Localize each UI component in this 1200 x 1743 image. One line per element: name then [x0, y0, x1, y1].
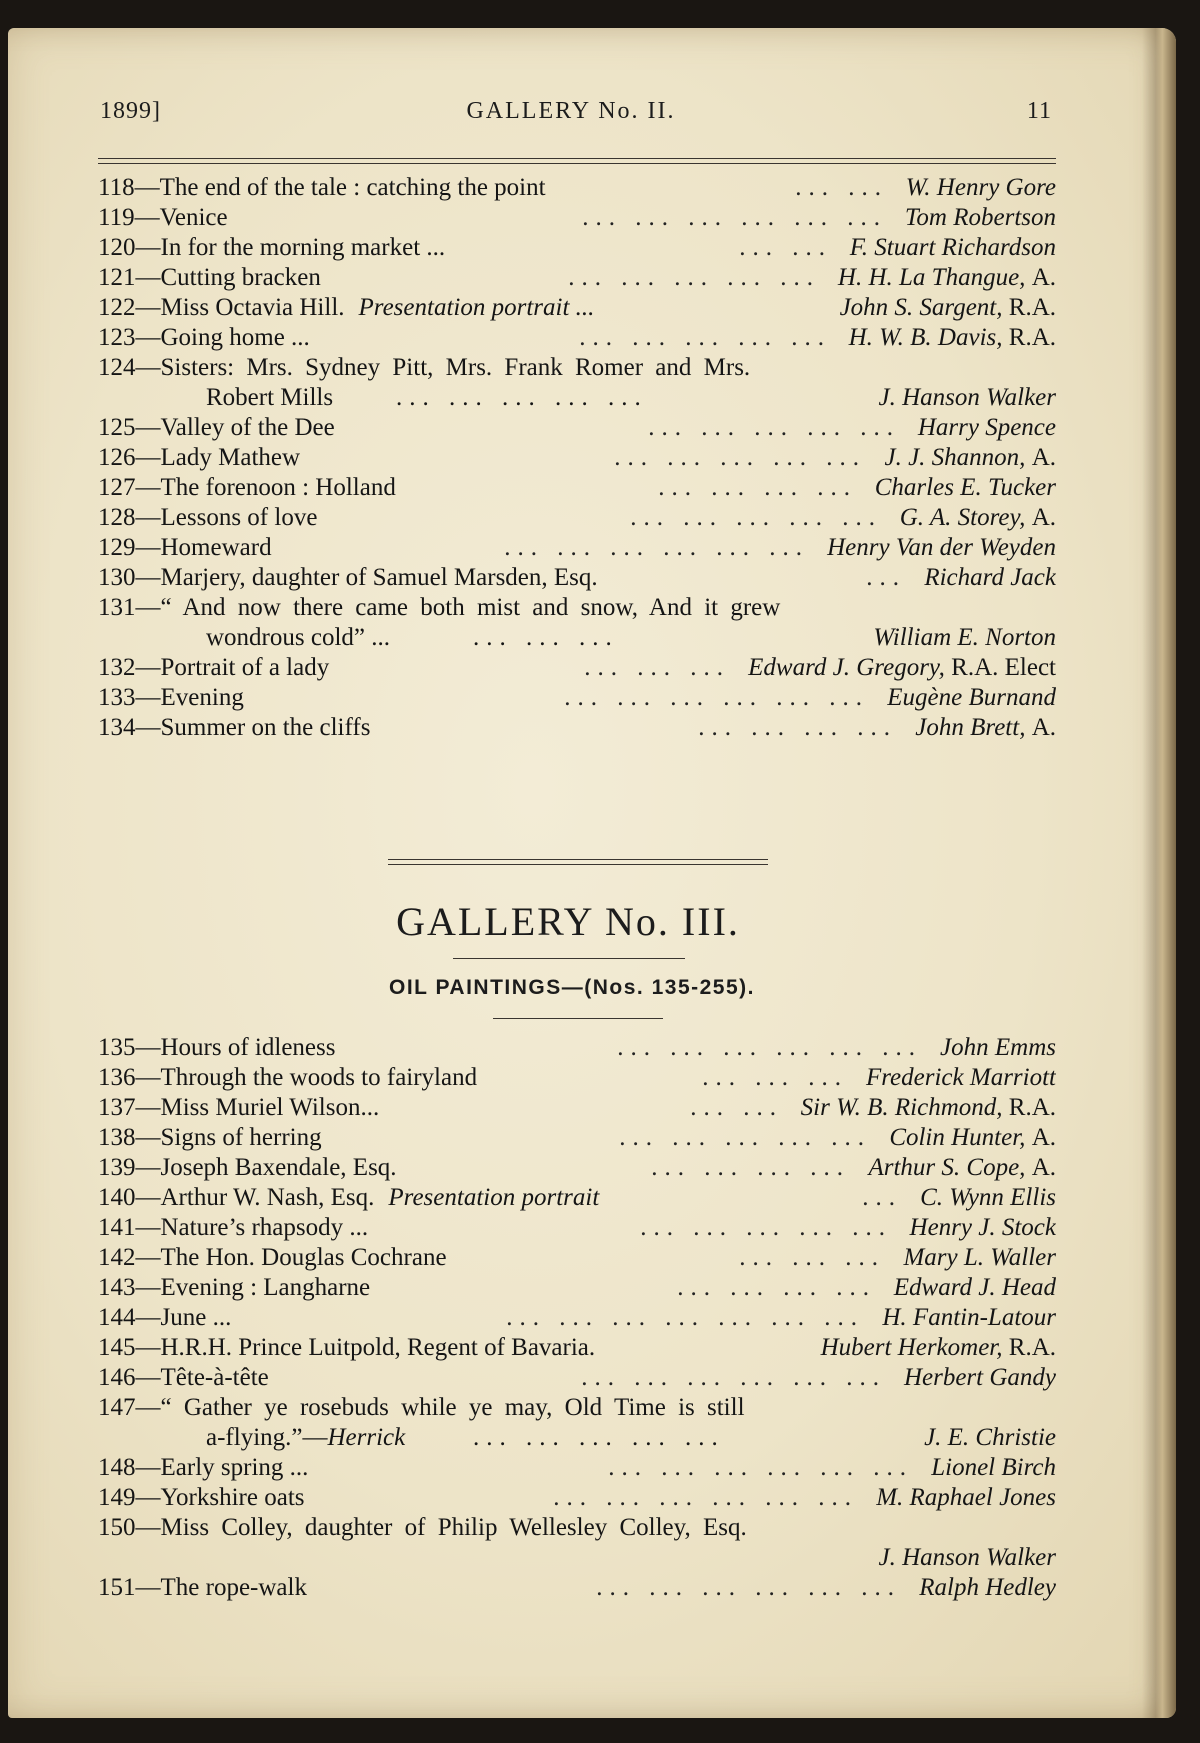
- catalogue-entry-145: [98, 1333, 1056, 1363]
- catalogue-entry-132: [98, 653, 1056, 683]
- entry-number: 135: [98, 1034, 136, 1061]
- artist-name: Frederick Marriott: [865, 1064, 1056, 1091]
- entry-title: 127—The forenoon : Holland: [98, 474, 396, 501]
- leader-dots: ... ... ... ... ...: [630, 504, 882, 531]
- catalogue-entry-129: [98, 533, 1056, 563]
- catalogue-entry-122: [98, 293, 1056, 323]
- catalogue-entry-142: [98, 1243, 1056, 1273]
- catalogue-entry-120: [98, 233, 1056, 263]
- artist-title: A.: [1031, 1154, 1056, 1181]
- entry-title-text: Summer on the cliffs: [160, 714, 371, 741]
- artist-name: Edward J. Gregory,: [748, 654, 945, 681]
- entry-title-text: The rope-walk: [160, 1574, 307, 1601]
- entry-artist: [817, 533, 1056, 563]
- leader-dots: ... ... ... ... ...: [614, 444, 866, 471]
- catalogue-entry-126: [98, 443, 1056, 473]
- entry-title-text: Homeward: [160, 534, 272, 561]
- catalogue-entry-138: [98, 1123, 1056, 1153]
- artist-name: H. W. B. Davis,: [848, 324, 1003, 351]
- entry-131-line-1: 131—“ And now there came both mist and snow, And it grew: [98, 594, 781, 621]
- entry-title: 118—The end of the tale : catching the point: [98, 174, 546, 201]
- entry-artist: [910, 1183, 1056, 1213]
- entry-artist: [884, 1273, 1056, 1303]
- entry-title: 143—Evening : Langharne: [98, 1274, 371, 1301]
- artist-name: Herbert Gandy: [903, 1364, 1056, 1391]
- header-title: GALLERY No. II.: [466, 98, 676, 124]
- entry-title: 126—Lady Mathew: [98, 444, 301, 471]
- entry-number: 130: [98, 564, 136, 591]
- artist-title: A.: [1031, 264, 1056, 291]
- entry-150-line-2: [98, 1543, 1056, 1573]
- artist-name: John Emms: [940, 1034, 1056, 1061]
- entry-title-text: Cutting bracken: [160, 264, 321, 291]
- entry-124-line-2: Robert Mills ... ... ... ... ... J. Hanson Walker: [206, 384, 1056, 411]
- artist-title: R.A. Elect: [951, 654, 1056, 681]
- entry-artist: [890, 503, 1056, 533]
- artist-name: Richard Jack: [924, 564, 1056, 591]
- entry-124-artist: J. Hanson Walker: [878, 384, 1056, 411]
- entry-artist: [830, 293, 1056, 323]
- catalogue-entry-148: [98, 1453, 1056, 1483]
- entry-number: 132: [98, 654, 136, 681]
- catalogue-entry-133: [98, 683, 1056, 713]
- catalogue-entry-149: [98, 1483, 1056, 1513]
- entry-title-text: Evening : Langharne: [160, 1274, 371, 1301]
- entry-artist: [894, 1363, 1056, 1393]
- entry-artist: [921, 1453, 1056, 1483]
- entry-title-text: In for the morning market ...: [160, 234, 446, 261]
- entry-number: 146: [98, 1364, 136, 1391]
- entry-artist: [840, 233, 1056, 263]
- entry-147-line-2: a-flying.”—Herrick ... ... ... ... ... J. E. Christie: [206, 1424, 1056, 1451]
- entry-title: 125—Valley of the Dee: [98, 414, 335, 441]
- catalogue-entry-143: [98, 1273, 1056, 1303]
- entry-title: 146—Tête-à-tête: [98, 1364, 269, 1391]
- leader-dots: ... ... ... ... ...: [619, 1124, 871, 1151]
- catalogue-entry-139: [98, 1153, 1056, 1183]
- entry-131-line-2: wondrous cold” ... ... ... ... William E. Norton: [206, 624, 1056, 651]
- artist-name: Harry Spence: [917, 414, 1056, 441]
- artist-name: Sir W. B. Richmond,: [800, 1094, 1003, 1121]
- entry-title-text: Miss Muriel Wilson...: [160, 1094, 380, 1121]
- artist-name: H. H. La Thangue,: [837, 264, 1026, 291]
- entry-number: 140: [98, 1184, 136, 1211]
- leader-dots: ... ...: [739, 234, 832, 261]
- entry-title: 141—Nature’s rhapsody ...: [98, 1214, 369, 1241]
- catalogue-entry-125: [98, 413, 1056, 443]
- entry-artist: [877, 683, 1056, 713]
- entry-title-text: Signs of herring: [160, 1124, 322, 1151]
- entry-artist: [828, 263, 1056, 293]
- artist-title: R.A.: [1008, 294, 1056, 321]
- leader-dots: ... ... ... ...: [698, 714, 897, 741]
- entry-150-line-1: 150—Miss Colley, daughter of Philip Wellesley Colley, Esq.: [98, 1514, 747, 1541]
- entry-artist: [893, 1243, 1056, 1273]
- entry-title-text: Tête-à-tête: [160, 1364, 269, 1391]
- entry-title: 138—Signs of herring: [98, 1124, 322, 1151]
- entry-title: 148—Early spring ...: [98, 1454, 309, 1481]
- entry-number: 137: [98, 1094, 136, 1121]
- catalogue-entry-118: [98, 173, 1056, 203]
- artist-name: Lionel Birch: [931, 1454, 1056, 1481]
- entry-artist: [839, 323, 1056, 353]
- entry-number: 139: [98, 1154, 136, 1181]
- entry-title-text: Yorkshire oats: [160, 1484, 305, 1511]
- catalogue-entry-137: [98, 1093, 1056, 1123]
- entry-artist: [879, 1123, 1056, 1153]
- artist-name: M. Raphael Jones: [876, 1484, 1056, 1511]
- entry-title: 121—Cutting bracken: [98, 264, 321, 291]
- entry-number: 142: [98, 1244, 136, 1271]
- entry-124-line-1: 124—Sisters: Mrs. Sydney Pitt, Mrs. Frank Romer and Mrs.: [98, 354, 751, 381]
- artist-name: Tom Robertson: [904, 204, 1056, 231]
- entry-title-text: Venice: [159, 204, 228, 231]
- catalogue-entry-151: [98, 1573, 1056, 1603]
- entry-title-text: Joseph Baxendale, Esq.: [160, 1154, 397, 1181]
- header-year: 1899]: [100, 98, 161, 124]
- catalogue-entry-123: [98, 323, 1056, 353]
- entry-artist: [874, 443, 1056, 473]
- artist-name: Eugène Burnand: [887, 684, 1056, 711]
- entry-title-text: Valley of the Dee: [160, 414, 335, 441]
- entry-number: 143: [98, 1274, 136, 1301]
- entry-number: 145: [98, 1334, 136, 1361]
- entry-title-text: Lady Mathew: [160, 444, 301, 471]
- entry-artist: [738, 653, 1056, 683]
- artist-name: F. Stuart Richardson: [849, 234, 1056, 261]
- entry-title: 151—The rope-walk: [98, 1574, 307, 1601]
- entry-title: 149—Yorkshire oats: [98, 1484, 305, 1511]
- entry-title-text: June ...: [160, 1304, 232, 1331]
- entry-artist: [811, 1333, 1056, 1363]
- artist-title: R.A.: [1008, 324, 1056, 351]
- catalogue-entry-130: [98, 563, 1056, 593]
- artist-name: W. Henry Gore: [905, 174, 1056, 201]
- artist-name: Edward J. Head: [893, 1274, 1056, 1301]
- artist-name: H. Fantin-Latour: [882, 1304, 1056, 1331]
- leader-dots: ... ... ... ... ... ... ...: [506, 1304, 864, 1331]
- leader-dots: ... ... ... ...: [677, 1274, 876, 1301]
- entry-title: 136—Through the woods to fairyland: [98, 1064, 478, 1091]
- entry-title: 137—Miss Muriel Wilson...: [98, 1094, 380, 1121]
- leader-dots: ... ... ... ...: [651, 1154, 850, 1181]
- entry-artist: [930, 1033, 1056, 1063]
- entry-title: 139—Joseph Baxendale, Esq.: [98, 1154, 397, 1181]
- leader-dots: ... ... ... ... ... ...: [617, 1034, 922, 1061]
- entry-artist: [858, 1153, 1056, 1183]
- entry-title-text: The forenoon : Holland: [160, 474, 396, 501]
- leader-dots: ... ... ... ... ... ...: [582, 204, 887, 231]
- entry-number: 123: [98, 324, 136, 351]
- leader-dots: ... ... ... ... ...: [579, 324, 831, 351]
- catalogue-entry-140: [98, 1183, 1056, 1213]
- entry-title-text: Hours of idleness: [160, 1034, 336, 1061]
- leader-dots: ...: [862, 1184, 902, 1211]
- leader-dots: ... ... ... ... ... ...: [564, 684, 869, 711]
- leader-dots: ... ... ... ... ... ...: [581, 1364, 886, 1391]
- catalogue-entry-128: [98, 503, 1056, 533]
- artist-title: A.: [1031, 714, 1056, 741]
- artist-name: Arthur S. Cope,: [868, 1154, 1026, 1181]
- entry-artist: [909, 1573, 1056, 1603]
- catalogue-entry-136: [98, 1063, 1056, 1093]
- entry-title-text: H.R.H. Prince Luitpold, Regent of Bavaria.: [160, 1334, 596, 1361]
- artist-title: A.: [1031, 1124, 1056, 1151]
- entry-title-text: Lessons of love: [160, 504, 318, 531]
- entry-number: 148: [98, 1454, 136, 1481]
- entry-title-text: Portrait of a lady: [160, 654, 330, 681]
- entry-title-text: Arthur W. Nash, Esq.: [160, 1184, 375, 1211]
- leader-dots: ... ... ... ... ... ...: [553, 1484, 858, 1511]
- leader-dots: ... ... ... ... ...: [568, 264, 820, 291]
- catalogue-entry-121: [98, 263, 1056, 293]
- entry-title: 119—Venice: [98, 204, 228, 231]
- heading-underline: [453, 958, 685, 959]
- entry-number: 133: [98, 684, 136, 711]
- section-divider: [388, 859, 768, 865]
- entry-artist: [865, 473, 1056, 503]
- entry-number: 141: [98, 1214, 136, 1241]
- entry-number: 118: [98, 174, 135, 201]
- catalogue-entry-134: [98, 713, 1056, 743]
- entry-number: 134: [98, 714, 136, 741]
- artist-name: Charles E. Tucker: [874, 474, 1056, 501]
- leader-dots: ... ... ...: [584, 654, 730, 681]
- entry-title-text: Miss Octavia Hill.: [160, 294, 345, 321]
- artist-title: A.: [1031, 504, 1056, 531]
- entry-artist: [856, 1063, 1056, 1093]
- catalogue-entry-119: [98, 203, 1056, 233]
- entry-title: 144—June ...: [98, 1304, 232, 1331]
- entry-title-text: Evening: [160, 684, 244, 711]
- header-rule: [98, 158, 1056, 164]
- gallery-3-subheading: OIL PAINTINGS—(Nos. 135-255).: [389, 976, 755, 999]
- artist-name: Hubert Herkomer,: [820, 1334, 1003, 1361]
- catalogue-entry-144: [98, 1303, 1056, 1333]
- entry-number: 138: [98, 1124, 136, 1151]
- entry-note: Presentation portrait ...: [358, 294, 595, 321]
- entry-artist: [914, 563, 1056, 593]
- page-gutter-shadow: [1142, 28, 1176, 1718]
- entry-131-artist: William E. Norton: [873, 624, 1056, 651]
- leader-dots: ... ...: [795, 174, 888, 201]
- running-header: [90, 98, 1052, 138]
- leader-dots: ... ... ... ... ... ...: [504, 534, 809, 561]
- artist-title: A.: [1031, 444, 1056, 471]
- page-number: 11: [1026, 98, 1052, 124]
- artist-name: Colin Hunter,: [889, 1124, 1026, 1151]
- catalogue-entry-146: [98, 1363, 1056, 1393]
- entry-title: 145—H.R.H. Prince Luitpold, Regent of Bavaria.: [98, 1334, 596, 1361]
- entry-artist: [866, 1483, 1056, 1513]
- leader-dots: ... ... ... ... ... ...: [596, 1574, 901, 1601]
- entry-number: 120: [98, 234, 136, 261]
- gallery-3-list: [98, 1033, 1056, 1603]
- entry-number: 144: [98, 1304, 136, 1331]
- entry-150-artist: J. Hanson Walker: [878, 1544, 1056, 1571]
- leader-dots: ... ... ...: [702, 1064, 848, 1091]
- entry-title-text: Nature’s rhapsody ...: [160, 1214, 369, 1241]
- entry-number: 119: [98, 204, 135, 231]
- entry-147-line-1: 147—“ Gather ye rosebuds while ye may, Old Time is still: [98, 1394, 745, 1421]
- entry-number: 127: [98, 474, 136, 501]
- leader-dots: ... ... ... ... ...: [640, 1214, 892, 1241]
- entry-number: 125: [98, 414, 136, 441]
- book-page: [8, 28, 1176, 1718]
- leader-dots: ... ...: [690, 1094, 783, 1121]
- entry-title-text: Early spring ...: [160, 1454, 309, 1481]
- entry-title-text: Marjery, daughter of Samuel Marsden, Esq.: [160, 564, 598, 591]
- entry-title-text: Through the woods to fairyland: [160, 1064, 478, 1091]
- artist-name: C. Wynn Ellis: [920, 1184, 1056, 1211]
- catalogue-entry-135: [98, 1033, 1056, 1063]
- leader-dots: ... ... ... ... ...: [648, 414, 900, 441]
- gallery-3-heading: GALLERY No. III.: [396, 899, 740, 944]
- entry-title: 140—Arthur W. Nash, Esq. Presentation portrait: [98, 1184, 600, 1211]
- entry-title: 135—Hours of idleness: [98, 1034, 336, 1061]
- entry-title-text: Going home ...: [160, 324, 310, 351]
- entry-number: 128: [98, 504, 136, 531]
- entry-title: 120—In for the morning market ...: [98, 234, 446, 261]
- leader-dots: ...: [866, 564, 906, 591]
- entry-title: 122—Miss Octavia Hill. Presentation portrait ...: [98, 294, 595, 321]
- entry-note: Presentation portrait: [388, 1184, 600, 1211]
- artist-name: Mary L. Waller: [903, 1244, 1056, 1271]
- artist-name: G. A. Storey,: [899, 504, 1026, 531]
- artist-name: Henry Van der Weyden: [827, 534, 1056, 561]
- entry-title-text: The end of the tale : catching the point: [159, 174, 546, 201]
- artist-name: Henry J. Stock: [909, 1214, 1056, 1241]
- entry-artist: [908, 413, 1056, 443]
- leader-dots: ... ... ...: [739, 1244, 885, 1271]
- artist-title: R.A.: [1008, 1334, 1056, 1361]
- entry-title-text: The Hon. Douglas Cochrane: [160, 1244, 447, 1271]
- entry-title: 133—Evening: [98, 684, 244, 711]
- entry-artist: [872, 1303, 1056, 1333]
- entry-artist: [791, 1093, 1056, 1123]
- entry-number: 129: [98, 534, 136, 561]
- entry-title: 134—Summer on the cliffs: [98, 714, 371, 741]
- entry-title: 130—Marjery, daughter of Samuel Marsden, Esq.: [98, 564, 598, 591]
- entry-title: 142—The Hon. Douglas Cochrane: [98, 1244, 447, 1271]
- subheading-underline: [493, 1018, 663, 1019]
- gallery-2-list: [98, 173, 1056, 743]
- entry-title: 129—Homeward: [98, 534, 272, 561]
- artist-name: John S. Sargent,: [839, 294, 1003, 321]
- artist-name: Ralph Hedley: [919, 1574, 1056, 1601]
- entry-artist: [896, 173, 1056, 203]
- entry-number: 151: [98, 1574, 136, 1601]
- leader-dots: ... ... ... ...: [658, 474, 857, 501]
- entry-number: 121: [98, 264, 136, 291]
- entry-147-artist: J. E. Christie: [924, 1424, 1056, 1451]
- entry-number: 126: [98, 444, 136, 471]
- entry-artist: [905, 713, 1056, 743]
- catalogue-entry-141: [98, 1213, 1056, 1243]
- entry-title: 132—Portrait of a lady: [98, 654, 330, 681]
- catalogue-entry-127: [98, 473, 1056, 503]
- artist-title: R.A.: [1008, 1094, 1056, 1121]
- entry-title: 123—Going home ...: [98, 324, 310, 351]
- entry-artist: [895, 203, 1056, 233]
- artist-name: John Brett,: [915, 714, 1026, 741]
- entry-number: 149: [98, 1484, 136, 1511]
- artist-name: J. J. Shannon,: [884, 444, 1026, 471]
- entry-title: 128—Lessons of love: [98, 504, 318, 531]
- entry-artist: [900, 1213, 1056, 1243]
- entry-number: 122: [98, 294, 136, 321]
- leader-dots: ... ... ... ... ... ...: [608, 1454, 913, 1481]
- entry-number: 136: [98, 1064, 136, 1091]
